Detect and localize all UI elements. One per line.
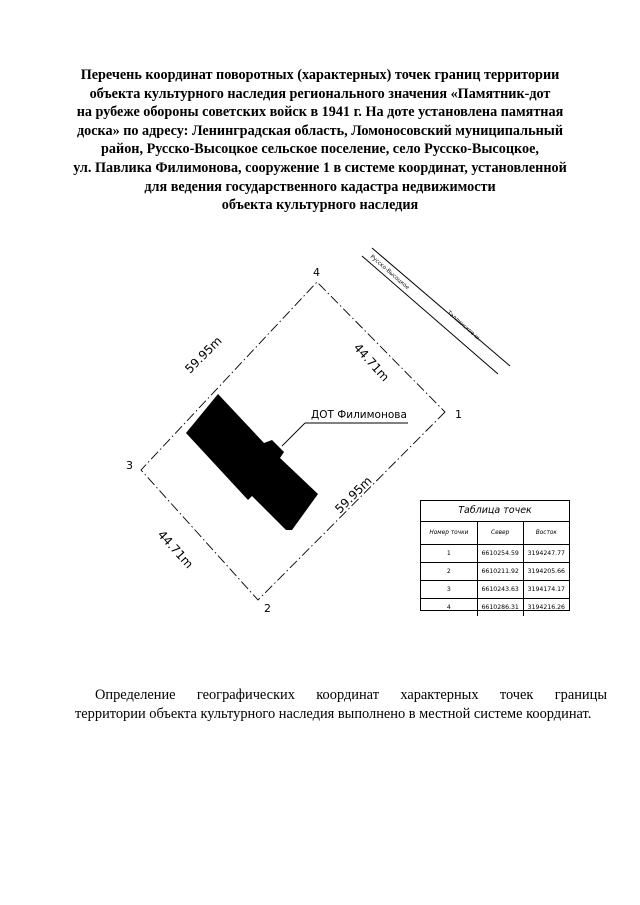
corner-label-4: 4 <box>313 266 320 279</box>
note-word: координат <box>316 687 379 703</box>
title-line: доска» по адресу: Ленинградская область, Ломоносовский муниципальный <box>76 122 564 139</box>
title-line: объекта культурного наследия <box>221 197 419 214</box>
note-word: точек <box>499 687 534 703</box>
note-word: Определение <box>95 687 176 703</box>
note-word: географических <box>196 687 295 703</box>
points-table-grid <box>421 522 569 616</box>
coordinate-system-note <box>75 686 607 724</box>
label-leader-line <box>282 423 305 446</box>
road-name-1: Русско-Высоцкое <box>368 253 411 292</box>
north-coordinate: 6610243.63 <box>477 581 523 599</box>
east-coordinate: 3194205.66 <box>523 563 569 581</box>
title-line: ул. Павлика Филимонова, сооружение 1 в системе координат, установленной <box>73 159 567 176</box>
corner-label-3: 3 <box>126 459 133 472</box>
title-line: для ведения государственного кадастра недвижимости <box>144 178 496 195</box>
road-edge <box>362 253 498 374</box>
east-coordinate: 3194247.77 <box>523 545 569 563</box>
road <box>362 248 510 374</box>
north-coordinate: 6610286.31 <box>477 599 523 617</box>
point-number: 2 <box>421 563 477 581</box>
title-line: объекта культурного наследия регионального значения «Памятник-дот <box>89 85 551 102</box>
note-line-2: территории объекта культурного наследия выполнено в местной системе координат. <box>75 706 592 722</box>
east-coordinate: 3194216.26 <box>523 599 569 617</box>
bunker-footprint <box>186 394 318 530</box>
table-row <box>421 599 569 617</box>
point-number: 4 <box>421 599 477 617</box>
edge-length-top-right: 44.71m <box>350 340 392 385</box>
corner-label-2: 2 <box>264 602 271 615</box>
point-number: 3 <box>421 581 477 599</box>
road-name-2: Таллинское ш. <box>445 309 482 343</box>
column-header: Север <box>477 522 523 545</box>
column-header: Номер точки <box>421 522 477 545</box>
east-coordinate: 3194174.17 <box>523 581 569 599</box>
title-line: Перечень координат поворотных (характерных) точек границ территории <box>80 67 560 83</box>
point-number: 1 <box>421 545 477 563</box>
table-row <box>421 563 569 581</box>
note-word: характерных <box>400 687 479 703</box>
title-line: район, Русско-Высоцкое сельское поселение, село Русско-Высоцкое, <box>101 141 539 158</box>
title-line: на рубеже обороны советских войск в 1941 г. На доте установлена памятная <box>76 104 564 121</box>
object-label: ДОТ Филимонова <box>311 409 407 421</box>
edge-length-bottom-left: 44.71m <box>154 527 196 572</box>
edge-length-top-left: 59.95m <box>182 333 225 377</box>
table-row <box>421 581 569 599</box>
column-header: Восток <box>523 522 569 545</box>
corner-label-1: 1 <box>455 408 462 421</box>
points-table-title: Таблица точек <box>421 501 569 522</box>
note-line-1 <box>95 686 607 705</box>
note-word: границы <box>554 687 607 703</box>
north-coordinate: 6610211.92 <box>477 563 523 581</box>
table-row <box>421 545 569 563</box>
points-table <box>420 500 570 611</box>
edge-length-bottom-right: 59.95m <box>332 473 375 517</box>
table-header-row <box>421 522 569 545</box>
north-coordinate: 6610254.59 <box>477 545 523 563</box>
road-edge <box>372 248 510 366</box>
